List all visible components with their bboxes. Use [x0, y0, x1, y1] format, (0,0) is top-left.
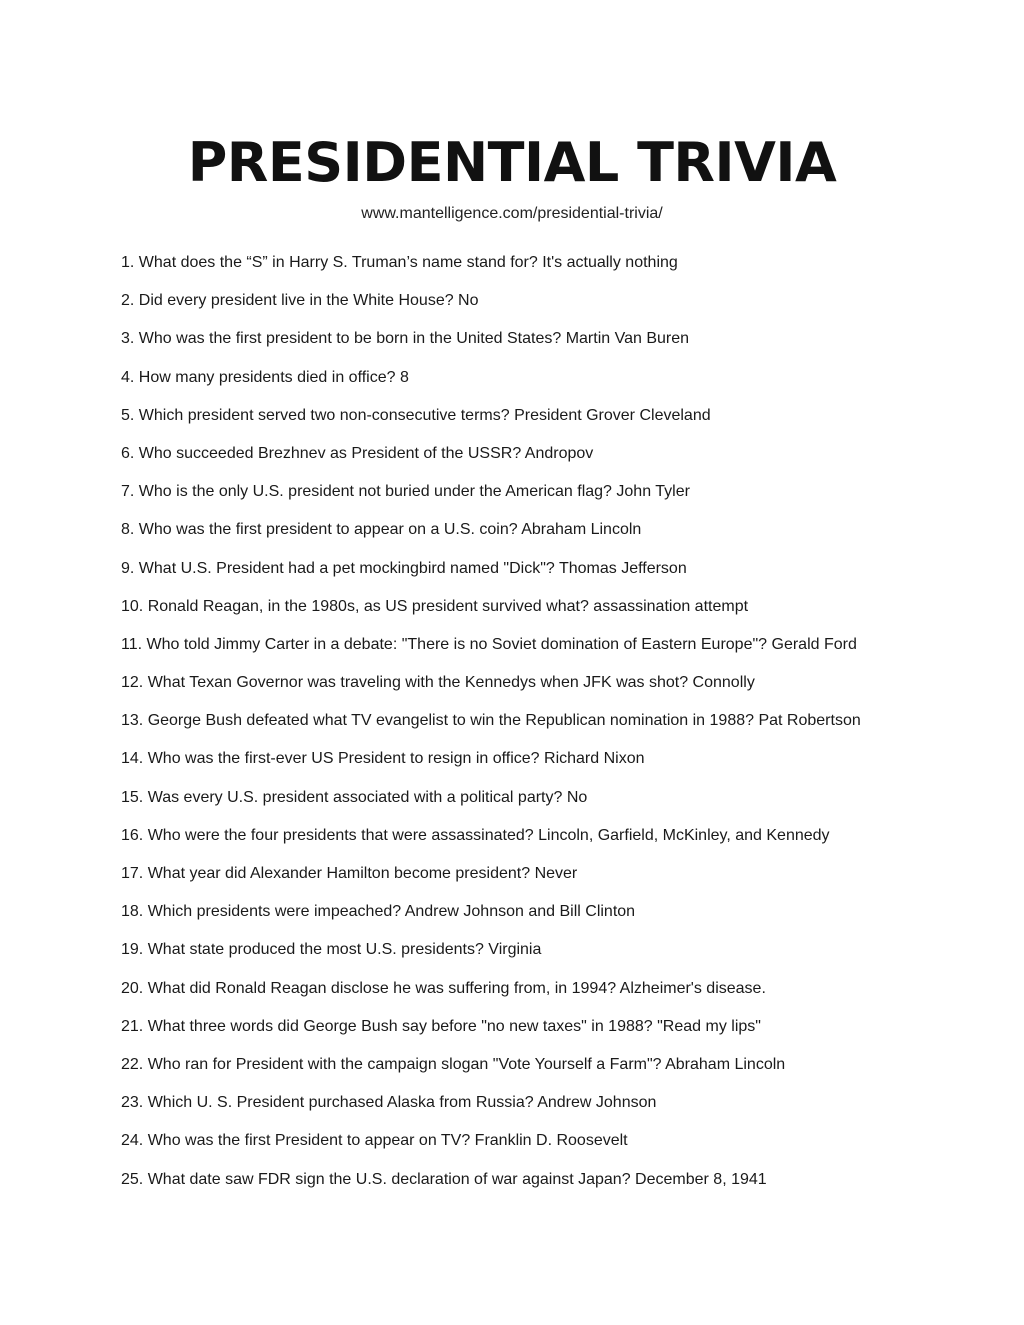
trivia-item: 7. Who is the only U.S. president not buried under the American flag? John Tyler	[121, 483, 690, 501]
trivia-item: 21. What three words did George Bush say before "no new taxes" in 1988? "Read my lips"	[121, 1017, 761, 1035]
trivia-item: 23. Which U. S. President purchased Alaska from Russia? Andrew Johnson	[121, 1094, 657, 1112]
trivia-item: 2. Did every president live in the White House? No	[121, 292, 479, 310]
trivia-item: 9. What U.S. President had a pet mockingbird named "Dick"? Thomas Jefferson	[121, 559, 687, 577]
trivia-item: 17. What year did Alexander Hamilton become president? Never	[121, 865, 578, 882]
trivia-item: 12. What Texan Governor was traveling with the Kennedys when JFK was shot? Connolly	[121, 674, 755, 692]
trivia-item: 14. Who was the first-ever US President to resign in office? Richard Nixon	[121, 750, 645, 768]
trivia-item: 13. George Bush defeated what TV evangelist to win the Republican nomination in 1988? Pat Robertson	[121, 712, 861, 730]
trivia-item: 10. Ronald Reagan, in the 1980s, as US president survived what? assassination attempt	[121, 597, 749, 615]
trivia-item: 16. Who were the four presidents that were assassinated? Lincoln, Garfield, McKinley, and Kennedy	[121, 826, 830, 844]
trivia-item: 19. What state produced the most U.S. presidents? Virginia	[121, 941, 542, 959]
trivia-item: 5. Which president served two non-consecutive terms? President Grover Cleveland	[121, 406, 711, 424]
trivia-item: 15. Was every U.S. president associated with a political party? No	[121, 788, 588, 806]
trivia-item: 8. Who was the first president to appear on a U.S. coin? Abraham Lincoln	[121, 521, 642, 539]
trivia-item: 6. Who succeeded Brezhnev as President of the USSR? Andropov	[121, 444, 594, 462]
trivia-item: 20. What did Ronald Reagan disclose he was suffering from, in 1994? Alzheimer's disease.	[121, 979, 766, 997]
trivia-list	[121, 252, 1001, 1207]
trivia-item: 22. Who ran for President with the campaign slogan "Vote Yourself a Farm"? Abraham Lincoln	[121, 1055, 786, 1073]
page-title: PRESIDENTIAL TRIVIA	[187, 131, 837, 194]
source-url: www.mantelligence.com/presidential-trivia/	[361, 205, 663, 222]
trivia-item: 3. Who was the first president to be born in the United States? Martin Van Buren	[121, 330, 690, 348]
trivia-item: 25. What date saw FDR sign the U.S. declaration of war against Japan? December 8, 1941	[121, 1170, 767, 1188]
trivia-item: 24. Who was the first President to appear on TV? Franklin D. Roosevelt	[121, 1132, 628, 1150]
trivia-item: 1. What does the “S” in Harry S. Truman’s name stand for? It's actually nothing	[121, 254, 678, 271]
trivia-item: 11. Who told Jimmy Carter in a debate: "There is no Soviet domination of Eastern Europe"? Gerald Ford	[121, 635, 857, 653]
trivia-item: 18. Which presidents were impeached? Andrew Johnson and Bill Clinton	[121, 903, 636, 921]
trivia-item: 4. How many presidents died in office? 8	[121, 368, 409, 386]
